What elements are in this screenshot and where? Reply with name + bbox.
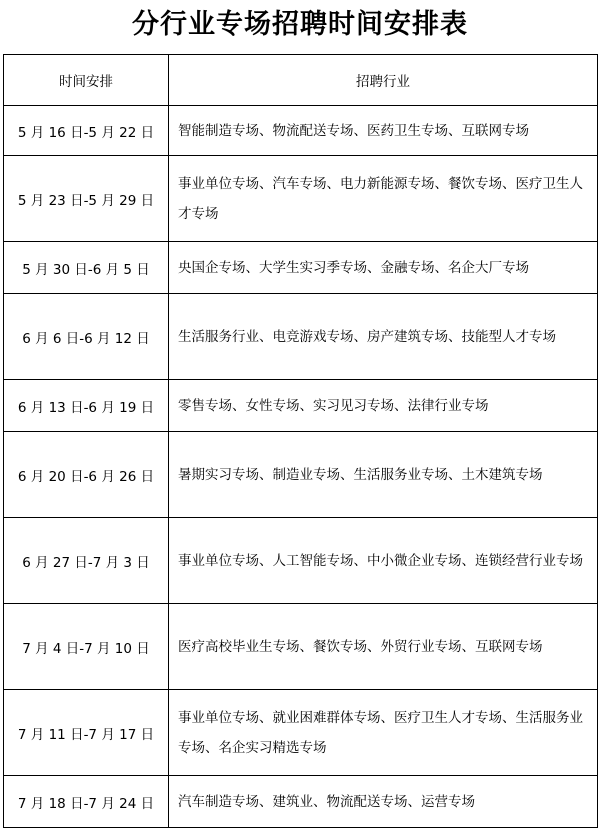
row-industries: 医疗高校毕业生专场、餐饮专场、外贸行业专场、互联网专场 — [169, 604, 598, 690]
row-date: 7 月 18 日-7 月 24 日 — [4, 776, 169, 828]
row-industries: 事业单位专场、就业困难群体专场、医疗卫生人才专场、生活服务业专场、名企实习精选专场 — [169, 690, 598, 776]
schedule-table — [3, 54, 598, 828]
row-date: 7 月 4 日-7 月 10 日 — [4, 604, 169, 690]
row-industries: 央国企专场、大学生实习季专场、金融专场、名企大厂专场 — [169, 242, 598, 294]
header-industry: 招聘行业 — [169, 55, 598, 106]
table-row — [4, 106, 598, 156]
header-row — [4, 55, 598, 106]
header-time: 时间安排 — [4, 55, 169, 106]
row-industries: 汽车制造专场、建筑业、物流配送专场、运营专场 — [169, 776, 598, 828]
table-row — [4, 518, 598, 604]
row-date: 6 月 6 日-6 月 12 日 — [4, 294, 169, 380]
row-date: 6 月 13 日-6 月 19 日 — [4, 380, 169, 432]
row-date: 5 月 16 日-5 月 22 日 — [4, 106, 169, 156]
table-row — [4, 294, 598, 380]
table-row — [4, 242, 598, 294]
row-date: 6 月 20 日-6 月 26 日 — [4, 432, 169, 518]
row-date: 5 月 30 日-6 月 5 日 — [4, 242, 169, 294]
table-row — [4, 690, 598, 776]
row-date: 5 月 23 日-5 月 29 日 — [4, 156, 169, 242]
row-industries: 零售专场、女性专场、实习见习专场、法律行业专场 — [169, 380, 598, 432]
page-title: 分行业专场招聘时间安排表 — [132, 9, 468, 40]
row-date: 6 月 27 日-7 月 3 日 — [4, 518, 169, 604]
row-industries: 智能制造专场、物流配送专场、医药卫生专场、互联网专场 — [169, 106, 598, 156]
table-row — [4, 156, 598, 242]
table-row — [4, 776, 598, 828]
table-row — [4, 380, 598, 432]
row-industries: 事业单位专场、汽车专场、电力新能源专场、餐饮专场、医疗卫生人才专场 — [169, 156, 598, 242]
row-industries: 生活服务行业、电竞游戏专场、房产建筑专场、技能型人才专场 — [169, 294, 598, 380]
row-industries: 暑期实习专场、制造业专场、生活服务业专场、土木建筑专场 — [169, 432, 598, 518]
row-industries: 事业单位专场、人工智能专场、中小微企业专场、连锁经营行业专场 — [169, 518, 598, 604]
table-row — [4, 604, 598, 690]
table-row — [4, 432, 598, 518]
row-date: 7 月 11 日-7 月 17 日 — [4, 690, 169, 776]
